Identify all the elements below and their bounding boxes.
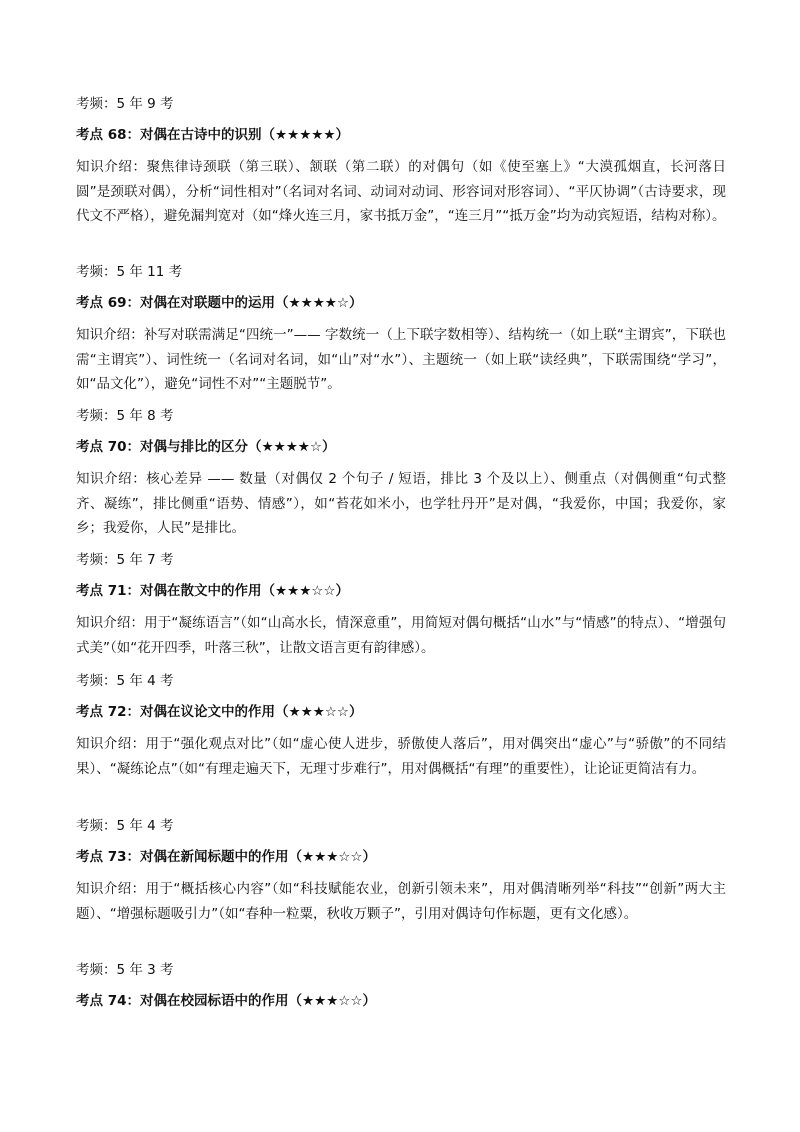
section-heading-71: 考点 71：对偶在散文中的作用（★★★☆☆） xyxy=(76,583,349,599)
exam-frequency-71: 考频：5 年 4 考 xyxy=(76,673,174,689)
exam-frequency-73: 考频：5 年 3 考 xyxy=(76,962,174,978)
section-heading-72: 考点 72：对偶在议论文中的作用（★★★☆☆） xyxy=(76,704,363,720)
section-heading-69: 考点 69：对偶在对联题中的运用（★★★★☆） xyxy=(76,295,363,311)
knowledge-intro-71: 知识介绍：用于“凝练语言”（如“山高水长，情深意重”，用简短对偶句概括“山水”与“情感”的特点）、“增强句式美”（如“花开四季，叶落三秋”，让散文语言更有韵律感）。 xyxy=(76,615,726,656)
exam-frequency-72: 考频：5 年 4 考 xyxy=(76,818,174,834)
section-heading-70: 考点 70：对偶与排比的区分（★★★★☆） xyxy=(76,439,336,455)
knowledge-intro-72: 知识介绍：用于“强化观点对比”（如“虚心使人进步，骄傲使人落后”，用对偶突出“虚心”与“骄傲”的不同结果）、“凝练论点”（如“有理走遍天下，无理寸步难行”，用对偶概括“有理”的重要性），让论证更简洁有力。 xyxy=(76,736,726,777)
knowledge-intro-68: 知识介绍：聚焦律诗颈联（第三联）、颔联（第二联）的对偶句（如《使至塞上》“大漠孤烟直，长河落日圆”是颈联对偶），分析“词性相对”（名词对名词、动词对动词、形容词对形容词）、“平仄协调”（古诗要求，现代文不严格），避免漏判宽对（如“烽火连三月，家书抵万金”，“连三月”“抵万金”均为动宾短语，结构对称）。 xyxy=(76,159,726,224)
knowledge-intro-73: 知识介绍：用于“概括核心内容”（如“科技赋能农业，创新引领未来”，用对偶清晰列举“科技”“创新”两大主题）、“增强标题吸引力”（如“春种一粒粟，秋收万颗子”，引用对偶诗句作标题，更有文化感）。 xyxy=(76,881,726,922)
exam-frequency-69: 考频：5 年 8 考 xyxy=(76,408,174,424)
exam-frequency: 考频：5 年 9 考 xyxy=(76,96,174,112)
exam-frequency-70: 考频：5 年 7 考 xyxy=(76,552,174,568)
section-heading-74: 考点 74：对偶在校园标语中的作用（★★★☆☆） xyxy=(76,993,376,1009)
section-heading-73: 考点 73：对偶在新闻标题中的作用（★★★☆☆） xyxy=(76,849,376,865)
knowledge-intro-69: 知识介绍：补写对联需满足“四统一”—— 字数统一（上下联字数相等）、结构统一（如上联“主谓宾”，下联也需“主谓宾”）、词性统一（名词对名词，如“山”对“水”）、主题统一（如上联“读经典”，下联需围绕“学习”，如“品文化”），避免“词性不对”“主题脱节”。 xyxy=(76,327,726,392)
exam-frequency-68: 考频：5 年 11 考 xyxy=(76,264,183,280)
section-heading-68: 考点 68：对偶在古诗中的识别（★★★★★） xyxy=(76,127,349,143)
knowledge-intro-70: 知识介绍：核心差异 —— 数量（对偶仅 2 个句子 / 短语，排比 3 个及以上）、侧重点（对偶侧重“句式整齐、凝练”，排比侧重“语势、情感”），如“苔花如米小，也学牡丹开”是对偶，“我爱你，中国；我爱你，家乡；我爱你，人民”是排比。 xyxy=(76,471,726,536)
